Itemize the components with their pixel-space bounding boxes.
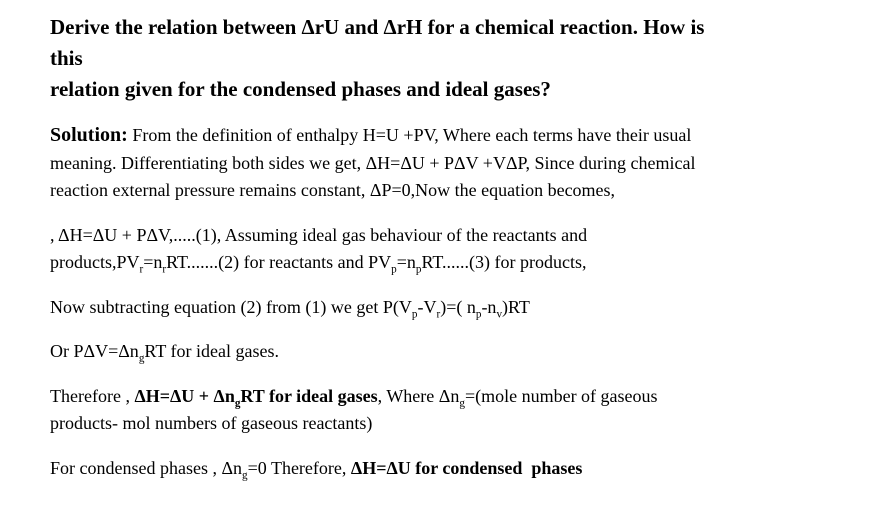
text-run: Or PΔV=Δn bbox=[50, 341, 139, 361]
text-line bbox=[50, 222, 818, 250]
text-line bbox=[50, 410, 818, 438]
solution-label: Solution: bbox=[50, 124, 128, 146]
solution-paragraph-ideal-gas bbox=[50, 338, 818, 366]
text-run: RT.......(2) for reactants and PV bbox=[166, 252, 392, 272]
text-run: =0 Therefore, bbox=[247, 457, 351, 478]
text-run: ΔH=ΔU for condensed phases bbox=[350, 457, 583, 478]
question-line: relation given for the condensed phases and ideal gases? bbox=[50, 77, 551, 101]
text-run: )RT bbox=[502, 296, 530, 317]
subscript-run: g bbox=[242, 469, 248, 482]
text-line bbox=[50, 249, 818, 277]
text-run: =n bbox=[396, 252, 416, 272]
subscript-run: p bbox=[415, 263, 422, 276]
text-run: , ΔH=ΔU + PΔV,.....(1), Assuming ideal gas behaviour of the reactants and bbox=[50, 224, 588, 245]
text-line bbox=[50, 294, 818, 322]
text-run: RT for ideal gases. bbox=[144, 341, 279, 361]
subscript-run: g bbox=[138, 352, 145, 365]
text-run: -n bbox=[481, 296, 497, 317]
text-run: , Where Δn bbox=[377, 385, 460, 406]
subscript-run: v bbox=[496, 308, 503, 321]
solution-paragraph-conclusion-ideal bbox=[50, 383, 818, 438]
text-run: RT for ideal gases bbox=[240, 385, 378, 406]
text-run: Now subtracting equation (2) from (1) we get P(V bbox=[50, 296, 412, 317]
text-line bbox=[50, 383, 818, 411]
subscript-run: r bbox=[436, 308, 441, 321]
text-run: meaning. Differentiating both sides we get, ΔH=ΔU + PΔV +VΔP, Since during chemical bbox=[50, 152, 696, 173]
solution-paragraph-equation-1 bbox=[50, 222, 818, 277]
question-title bbox=[50, 12, 818, 105]
subscript-run: p bbox=[391, 263, 397, 276]
question-line: Derive the relation between ΔrU and ΔrH for a chemical reaction. How is bbox=[50, 15, 705, 39]
solution-paragraph-condensed-phases bbox=[50, 455, 818, 483]
text-line bbox=[50, 455, 818, 483]
solution-paragraph-definition bbox=[50, 122, 818, 205]
text-run: )=( n bbox=[440, 296, 476, 317]
solution-paragraph-subtraction bbox=[50, 294, 818, 322]
subscript-run: r bbox=[139, 263, 144, 276]
text-run: ΔH=ΔU + Δn bbox=[134, 385, 235, 406]
subscript-run: p bbox=[475, 308, 482, 321]
subscript-run: g bbox=[459, 397, 465, 410]
text-run: =n bbox=[143, 252, 163, 272]
subscript-run: r bbox=[162, 263, 167, 276]
text-line bbox=[50, 122, 818, 150]
text-run: =(mole number of gaseous bbox=[464, 385, 658, 406]
text-run: -V bbox=[417, 296, 437, 317]
text-run: From the definition of enthalpy H=U +PV, Where each terms have their usual bbox=[127, 125, 692, 145]
text-run: RT......(3) for products, bbox=[421, 252, 587, 272]
text-line bbox=[50, 150, 818, 178]
subscript-run: p bbox=[411, 308, 418, 321]
text-line bbox=[50, 338, 818, 366]
subscript-run: g bbox=[234, 397, 241, 410]
text-line bbox=[50, 177, 818, 205]
text-run: products,PV bbox=[50, 252, 140, 272]
question-line: this bbox=[50, 46, 83, 70]
text-run: reaction external pressure remains constant, ΔP=0,Now the equation becomes, bbox=[50, 180, 616, 200]
text-run: Therefore , bbox=[50, 385, 135, 406]
text-run: For condensed phases , Δn bbox=[50, 457, 243, 478]
text-run: products- mol numbers of gaseous reactants) bbox=[50, 413, 373, 433]
